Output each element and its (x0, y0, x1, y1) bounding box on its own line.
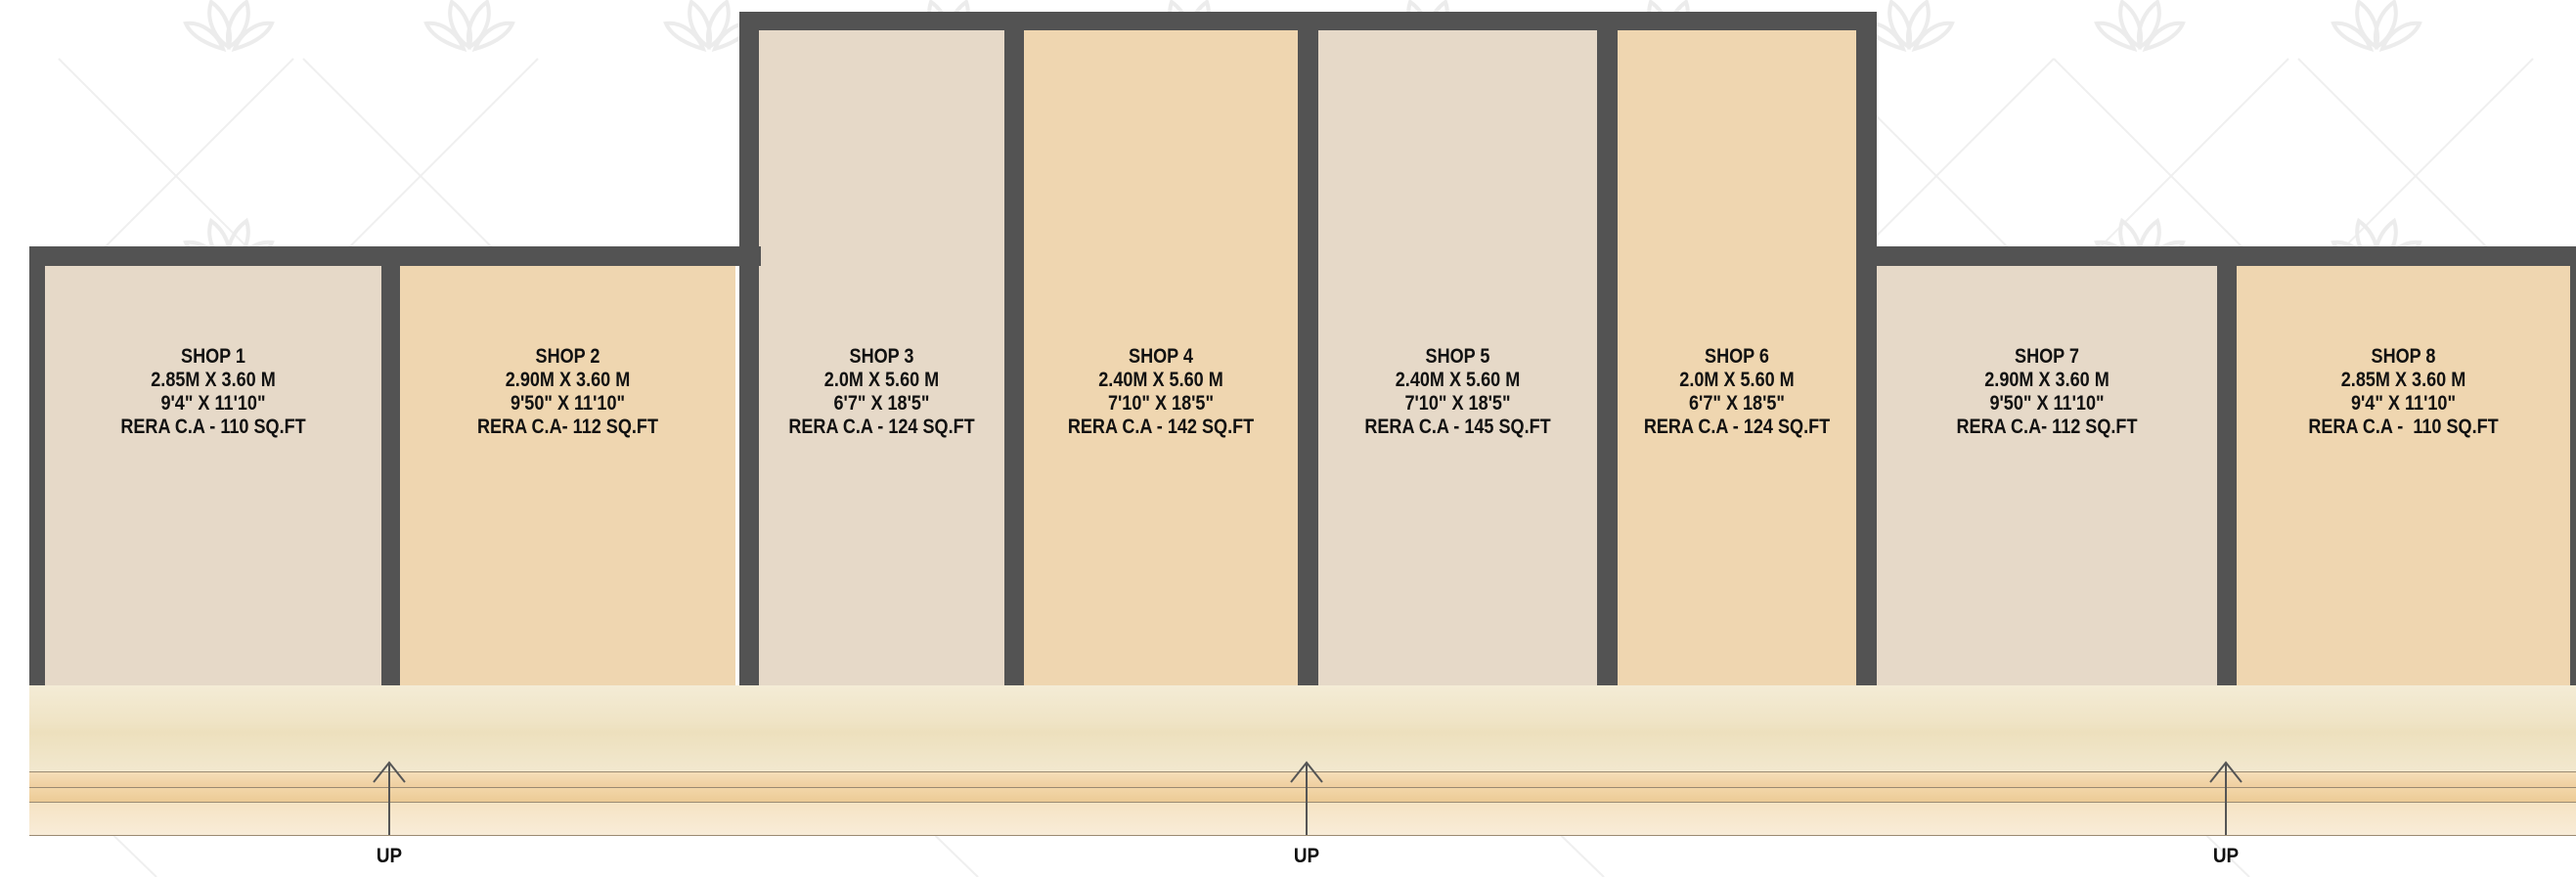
shop-2-label (423, 345, 712, 439)
shop-metric-size: 2.85M X 3.60 M (151, 369, 276, 391)
wall-shop5-shop6 (1597, 12, 1618, 685)
wall-shop6-shop7 (1856, 12, 1877, 685)
shop-7-label (1900, 345, 2193, 439)
shop-8 (2237, 266, 2570, 685)
up-arrow-icon (2206, 757, 2245, 835)
shop-name: SHOP 1 (181, 345, 245, 368)
shop-carpet-area: RERA C.A- 112 SQ.FT (1956, 416, 2138, 438)
shop-imperial-size: 9'4" X 11'10" (160, 392, 266, 415)
shop-name: SHOP 8 (2371, 345, 2436, 368)
shop-imperial-size: 6'7" X 18'5" (1688, 392, 1786, 415)
shop-7 (1877, 266, 2217, 685)
shop-metric-size: 2.85M X 3.60 M (2340, 369, 2466, 391)
shop-metric-size: 2.0M X 5.60 M (1679, 369, 1795, 391)
shop-name: SHOP 3 (849, 345, 914, 368)
shop-6 (1618, 30, 1856, 685)
stair-label-2: UP (1293, 845, 1320, 867)
shop-imperial-size: 7'10" X 18'5" (1404, 392, 1511, 415)
up-arrow-icon (1287, 757, 1326, 835)
step-edge (29, 835, 2576, 836)
shop-2 (400, 266, 735, 685)
shop-carpet-area: RERA C.A - 124 SQ.FT (788, 416, 975, 438)
shop-carpet-area: RERA C.A - 142 SQ.FT (1067, 416, 1255, 438)
shop-3 (759, 30, 1004, 685)
shop-1-label (68, 345, 358, 439)
wall-shop4-shop5 (1298, 12, 1318, 685)
shop-carpet-area: RERA C.A - 145 SQ.FT (1364, 416, 1551, 438)
shop-imperial-size: 9'50" X 11'10" (510, 392, 626, 415)
shop-4 (1024, 30, 1298, 685)
stair-label-1: UP (376, 845, 403, 867)
shop-8-label (2260, 345, 2547, 439)
shop-name: SHOP 4 (1129, 345, 1193, 368)
shop-imperial-size: 7'10" X 18'5" (1107, 392, 1215, 415)
shop-name: SHOP 5 (1425, 345, 1490, 368)
shop-metric-size: 2.40M X 5.60 M (1395, 369, 1521, 391)
wall-shop3-shop4 (1004, 12, 1024, 685)
wall-shop2-shop3 (739, 12, 759, 685)
shop-imperial-size: 9'4" X 11'10" (2350, 392, 2457, 415)
stair-label-3: UP (2212, 845, 2240, 867)
shop-metric-size: 2.40M X 5.60 M (1098, 369, 1223, 391)
shop-1 (45, 266, 381, 685)
shop-6-label (1634, 345, 1840, 439)
up-arrow-icon (370, 757, 409, 835)
shop-carpet-area: RERA C.A - 124 SQ.FT (1643, 416, 1831, 438)
wall-right-outer (2570, 246, 2576, 685)
shop-carpet-area: RERA C.A - 110 SQ.FT (120, 416, 306, 438)
shop-4-label (1044, 345, 1279, 439)
shop-5 (1318, 30, 1597, 685)
shop-metric-size: 2.0M X 5.60 M (823, 369, 940, 391)
shop-metric-size: 2.90M X 3.60 M (1984, 369, 2110, 391)
shop-imperial-size: 9'50" X 11'10" (1989, 392, 2105, 415)
wall-top-right (1856, 246, 2576, 266)
shop-name: SHOP 6 (1705, 345, 1769, 368)
shop-name: SHOP 2 (535, 345, 600, 368)
shop-name: SHOP 7 (2015, 345, 2079, 368)
shop-carpet-area: RERA C.A - 110 SQ.FT (2308, 416, 2499, 438)
shop-3-label (777, 345, 988, 439)
shop-5-label (1338, 345, 1577, 439)
wall-shop1-shop2 (381, 246, 400, 685)
wall-shop7-shop8 (2217, 246, 2237, 685)
shop-metric-size: 2.90M X 3.60 M (505, 369, 631, 391)
shop-carpet-area: RERA C.A- 112 SQ.FT (476, 416, 658, 438)
wall-left-outer (29, 246, 45, 685)
shop-imperial-size: 6'7" X 18'5" (833, 392, 930, 415)
